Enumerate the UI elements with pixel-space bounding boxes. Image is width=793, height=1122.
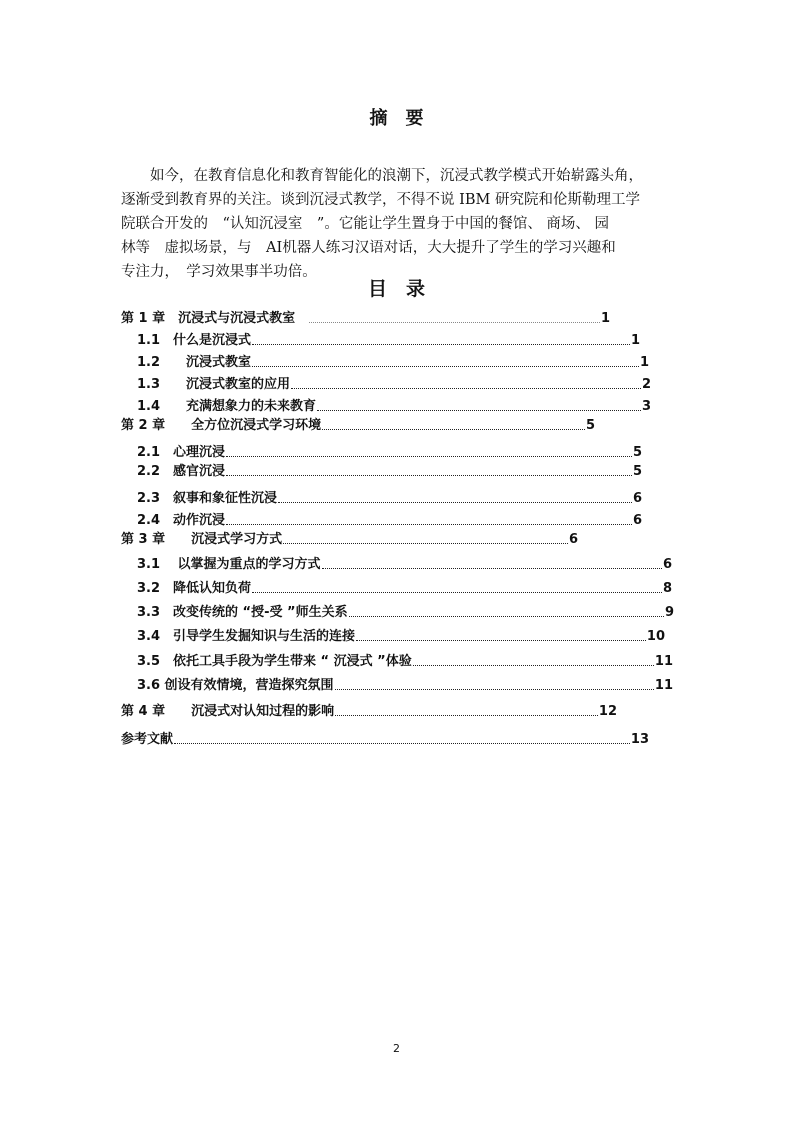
abstract-line: 林等 虚拟场景，与 AI机器人练习汉语对话，大大提升了学生的学习兴趣和 [121, 240, 616, 256]
toc-entry[interactable] [137, 652, 673, 672]
toc-entry-page: 6 [632, 513, 642, 528]
toc-entry[interactable] [137, 353, 649, 373]
toc-entry-page: 12 [598, 704, 617, 719]
toc-entry-label: 2.3 叙事和象征性沉浸 [137, 491, 278, 506]
toc-entry-label: 2.2 感官沉浸 [137, 464, 226, 479]
toc-leader-dots [356, 640, 646, 641]
toc-leader-dots [278, 502, 632, 503]
toc-entry-label: 3.4 引导学生发掘知识与生活的连接 [137, 629, 356, 644]
abstract-title: 摘 要 [369, 108, 424, 129]
toc-leader-dots [174, 743, 630, 744]
toc-leader-dots [291, 388, 641, 389]
toc-entry-label: 1.4 充满想象力的未来教育 [137, 399, 317, 414]
toc-leader-dots [226, 475, 632, 476]
toc-entry-label: 第 2 章 全方位沉浸式学习环境 [121, 418, 322, 433]
toc-leader-dots [252, 366, 639, 367]
toc-leader-dots [335, 715, 598, 716]
toc-entry-label: 1.1 什么是沉浸式 [137, 333, 252, 348]
toc-entry[interactable] [137, 462, 642, 482]
toc-leader-dots [226, 524, 632, 525]
toc-entry-label: 第 4 章 沉浸式对认知过程的影响 [121, 704, 335, 719]
toc-entry-label: 1.3 沉浸式教室的应用 [137, 377, 291, 392]
toc-leader-dots [309, 322, 600, 323]
toc-entry[interactable] [121, 309, 610, 329]
toc-entry-page: 2 [641, 377, 651, 392]
toc-leader-dots [226, 456, 632, 457]
toc-entry-page: 1 [639, 355, 649, 370]
toc-leader-dots [322, 429, 585, 430]
toc-leader-dots [335, 689, 654, 690]
toc-entry[interactable] [137, 511, 642, 531]
toc-entry-label: 3.2 降低认知负荷 [137, 581, 252, 596]
toc-leader-dots [252, 592, 662, 593]
toc-entry-page: 13 [630, 732, 649, 747]
toc-entry-label: 第 1 章 沉浸式与沉浸式教室 [121, 311, 309, 326]
toc-entry[interactable] [137, 603, 674, 623]
toc-entry-label: 2.1 心理沉浸 [137, 445, 226, 460]
toc-entry-page: 9 [664, 605, 674, 620]
toc-entry-page: 5 [585, 418, 595, 433]
toc-leader-dots [322, 568, 662, 569]
toc-entry-page: 5 [632, 464, 642, 479]
toc-entry[interactable] [121, 416, 595, 436]
toc-entry-page: 11 [654, 678, 673, 693]
toc-entry-page: 11 [654, 654, 673, 669]
toc-entry-label: 3.5 依托工具手段为学生带来 “ 沉浸式 ”体验 [137, 654, 412, 669]
toc-entry[interactable] [137, 627, 665, 647]
page-number: 2 [393, 1042, 400, 1055]
toc-entry-page: 6 [568, 532, 578, 547]
toc-entry-page: 10 [646, 629, 665, 644]
abstract-line: 专注力， 学习效果事半功倍。 [121, 264, 317, 280]
toc-entry-label: 1.2 沉浸式教室 [137, 355, 252, 370]
toc-leader-dots [413, 665, 654, 666]
toc-entry-page: 3 [641, 399, 651, 414]
toc-entry[interactable] [121, 530, 578, 550]
toc-leader-dots [317, 410, 641, 411]
toc-entry-page: 6 [662, 557, 672, 572]
toc-entry[interactable] [121, 702, 617, 722]
toc-entry[interactable] [121, 730, 649, 750]
toc-entry[interactable] [137, 579, 672, 599]
toc-entry[interactable] [137, 489, 642, 509]
toc-leader-dots [252, 344, 630, 345]
toc-entry-page: 1 [600, 311, 610, 326]
toc-entry[interactable] [137, 375, 651, 395]
toc-entry-page: 8 [662, 581, 672, 596]
toc-title: 目 录 [367, 278, 425, 300]
toc-leader-dots [283, 543, 568, 544]
toc-entry-page: 5 [632, 445, 642, 460]
abstract-line: 院联合开发的 “认知沉浸室 ”。它能让学生置身于中国的餐馆、 商场、 园 [121, 216, 610, 232]
toc-entry[interactable] [137, 397, 651, 417]
toc-entry[interactable] [137, 555, 672, 575]
abstract-line: 逐渐受到教育界的关注。谈到沉浸式教学，不得不说 IBM 研究院和伦斯勒理工学 [121, 192, 640, 208]
toc-entry-label: 参考文献 [121, 732, 174, 747]
toc-entry[interactable] [137, 331, 640, 351]
toc-entry-label: 第 3 章 沉浸式学习方式 [121, 532, 283, 547]
toc-entry-label: 3.6 创设有效情境，营造探究氛围 [137, 678, 334, 693]
toc-entry[interactable] [137, 676, 673, 696]
toc-entry-page: 6 [632, 491, 642, 506]
toc-entry-label: 3.1 以掌握为重点的学习方式 [137, 557, 321, 572]
toc-entry-page: 1 [630, 333, 640, 348]
abstract-line: 如今，在教育信息化和教育智能化的浪潮下，沉浸式教学模式开始崭露头角， [121, 168, 643, 184]
toc-entry-label: 2.4 动作沉浸 [137, 513, 226, 528]
toc-entry-label: 3.3 改变传统的 “授-受 ”师生关系 [137, 605, 348, 620]
toc-leader-dots [349, 616, 664, 617]
toc-entry[interactable] [137, 443, 642, 463]
